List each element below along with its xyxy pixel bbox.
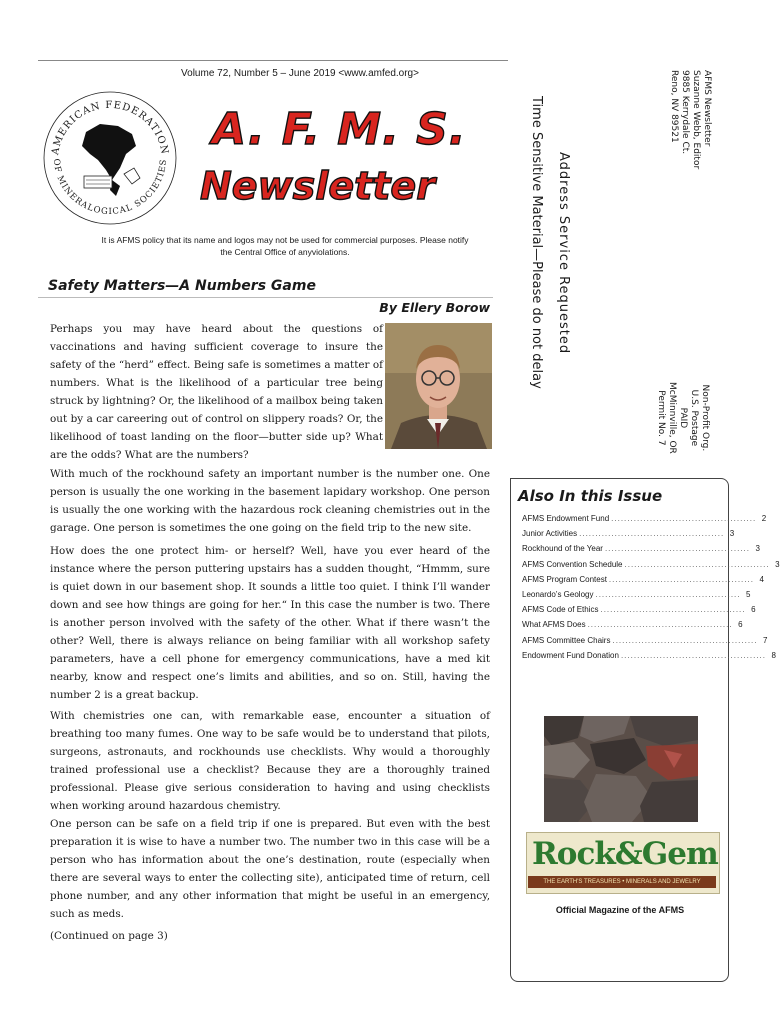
toc-dot-leader: ............................................. <box>624 559 770 569</box>
time-sensitive-notice: Time Sensitive Material—Please do not delay <box>529 96 544 389</box>
article-paragraph: With much of the rockhound safety an important number is the number one. One person is usually the one working in the basement lapidary workshop. One person is usually the one working with the hazardous rock cleaning chemistries out in the garage. One person is sometimes the one going on the field trip to the new site. <box>50 468 490 534</box>
address-line: AFMS Newsletter <box>702 70 712 147</box>
toc-item-page: 2 <box>761 514 767 523</box>
toc-item-page: 6 <box>751 605 756 615</box>
rock-and-gem-tagline: THE EARTH'S TREASURES • MINERALS AND JEWELRY <box>528 876 716 888</box>
postage-line: McMinnville, OR <box>667 382 677 454</box>
article-paragraph: How does the one protect him- or herself? Well, have you ever heard of the instance where the person puttering upstairs has a sudden thought, “Hmmm, sure is quiet down in our basement shop. It sounds a little too quiet. I think I’ll wander down and see how things are going for her.“ In this case the number is two. There is another person involved with the safety of the other. What if there wasn’t the other? Well, there is always reliance on being familiar with all workshop safety parameters, have a cell phone for emergency communications, have a med kit nearby, know and respect one’s limits and abilities, and so on. Still, having the number 2 is a great backup. <box>50 545 490 701</box>
seal-text-bottom: OF MINERALOGICAL SOCIETIES <box>50 158 170 218</box>
article-paragraph: With chemistries one can, with remarkable ease, encounter a situation of breathing too many fumes. One way to be safe would be to understand that pilots, surgeons, astronauts, and rockhounds use checklists. Why would a thoroughly trained professional use a checklist? Because they are a thoroughly trained professional. Please give serious consideration to having and using checklists when working around hazardous chemistry. <box>50 710 490 812</box>
toc-dot-leader: ............................................. <box>600 605 746 615</box>
toc-item[interactable] <box>522 650 776 666</box>
toc-item-name: AFMS Program Contest <box>522 574 607 584</box>
toc-item-name: What AFMS Does <box>522 620 586 630</box>
toc-item-page: 7 <box>763 635 768 645</box>
toc-item-page: 4 <box>759 574 764 584</box>
article-paragraph: Perhaps you may have heard about the questions of vaccinations and having sufficient coverage to insure the safety of the “herd” effect. Being safe is sometimes a matter of numbers. What is the likelihood of a particular tree being struck by lightning? Or, the likelihood of a mailbox being taken out by a car careering out of control on slippery roads? Or, the likelihood of toast landing on the floor—butter side up? What are the odds? What are the numbers? <box>50 323 383 461</box>
toc-list <box>522 514 780 666</box>
toc-item[interactable] <box>522 635 768 651</box>
seal-text-top: AMERICAN FEDERATION <box>50 99 170 156</box>
address-service-requested: Address Service Requested <box>556 152 571 355</box>
toc-item[interactable] <box>522 544 760 559</box>
toc-dot-leader: ............................................. <box>595 589 741 599</box>
continued-note: (Continued on page 3) <box>50 930 168 942</box>
toc-item[interactable] <box>522 529 735 544</box>
toc-item-name: AFMS Convention Schedule <box>522 559 623 569</box>
toc-item-page: 6 <box>738 620 743 630</box>
address-line: Reno, NV 89521 <box>669 70 679 143</box>
postage-line: Permit No. 7 <box>656 390 666 446</box>
postage-line: PAID <box>678 407 688 429</box>
toc-dot-leader: ............................................. <box>620 650 766 660</box>
official-magazine-caption: Official Magazine of the AFMS <box>555 905 685 915</box>
toc-item-name: Rockhound of the Year <box>522 544 603 554</box>
author-photo <box>385 323 492 449</box>
article-title: Safety Matters—A Numbers Game <box>48 278 316 294</box>
toc-item[interactable] <box>522 574 764 590</box>
toc-item[interactable] <box>522 605 756 620</box>
address-line: 9885 Kerrydale Ct. <box>680 70 690 155</box>
toc-item-page: 3 <box>775 559 780 569</box>
postage-permit <box>655 382 710 454</box>
toc-dot-leader: ............................................. <box>608 574 754 584</box>
toc-dot-leader: ............................................. <box>579 529 725 539</box>
article-paragraph: One person can be safe on a field trip if one is prepared. But even with the best preparation it is wise to have a number two. The number two in this case will be a person who has information about the one’s destination, route (especially when there are several ways to enter the collecting site), anticipated time of return, cell phone number, and any other information that might be useful in an emergency, such as meds. <box>50 818 490 920</box>
toc-item[interactable] <box>522 620 743 635</box>
toc-item[interactable] <box>522 514 767 529</box>
toc-item-name: Junior Activities <box>522 529 578 539</box>
masthead-newsletter: Newsletter <box>200 164 435 208</box>
top-rule <box>38 60 508 61</box>
toc-dot-leader: ............................................. <box>587 620 733 630</box>
toc-item-name: AFMS Committee Chairs <box>522 635 611 645</box>
toc-item-name: Leonardo’s Geology <box>522 589 594 599</box>
masthead-afms: A. F. M. S. <box>212 104 467 155</box>
mineral-rocks-photo <box>544 716 698 822</box>
address-line: Suzanne Webb, Editor <box>691 70 701 170</box>
policy-notice: It is AFMS policy that its name and logos may not be used for commercial purposes. Please notify the Central Office of anyviolations. <box>101 235 469 257</box>
toc-item-name: Endowment Fund Donation <box>522 650 619 660</box>
toc-item-page: 3 <box>729 529 735 539</box>
toc-item[interactable] <box>522 589 751 605</box>
toc-item-page: 5 <box>746 589 751 599</box>
rock-and-gem-title: Rock&Gem <box>532 836 718 872</box>
also-in-issue-title: Also In this Issue <box>518 487 663 505</box>
toc-item-page: 8 <box>771 650 776 660</box>
toc-item-name: AFMS Code of Ethics <box>522 605 599 615</box>
toc-dot-leader: ............................................. <box>612 635 758 645</box>
toc-dot-leader: ............................................. <box>611 514 757 523</box>
title-rule <box>38 297 493 298</box>
toc-item[interactable] <box>522 559 780 575</box>
afms-seal-logo <box>40 88 180 228</box>
article-byline: By Ellery Borow <box>379 300 490 315</box>
toc-item-page: 3 <box>755 544 760 554</box>
toc-dot-leader: ............................................. <box>604 544 750 554</box>
volume-line: Volume 72, Number 5 – June 2019 <www.amfed.org> <box>181 68 419 79</box>
postage-line: U.S. Postage <box>689 389 699 447</box>
mailing-address <box>668 70 712 169</box>
postage-line: Non-Profit Org. <box>700 384 710 452</box>
toc-item-name: AFMS Endowment Fund <box>522 514 610 523</box>
